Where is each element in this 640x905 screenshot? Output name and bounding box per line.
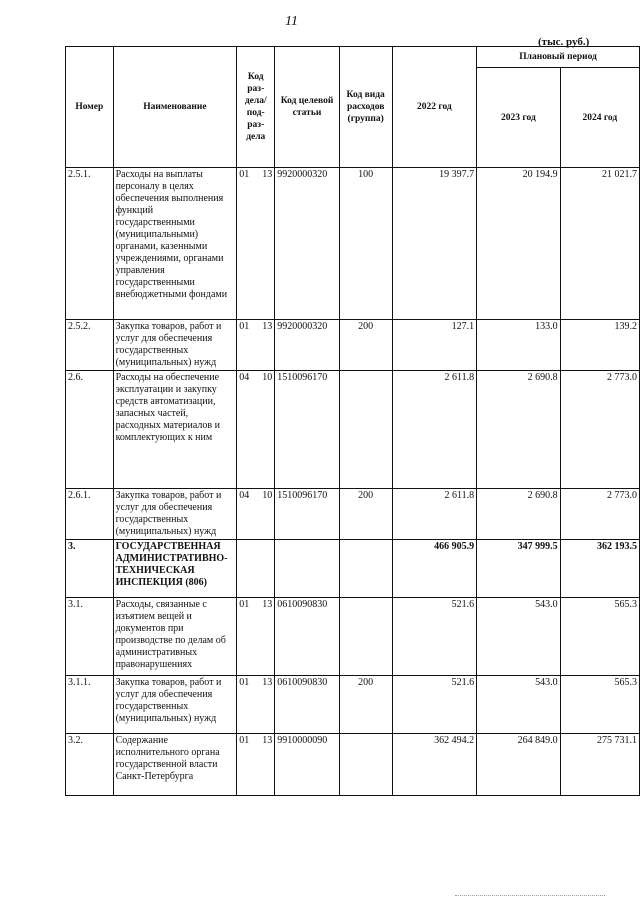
row-section (237, 489, 275, 540)
row-2024: 139.2 (560, 320, 639, 371)
row-name: ГОСУДАРСТВЕННАЯ АДМИНИСТРАТИВНО-ТЕХНИЧЕСКАЯ ИНСПЕКЦИЯ (806) (113, 540, 237, 598)
row-2022: 2 611.8 (392, 371, 477, 489)
row-2023: 2 690.8 (477, 371, 561, 489)
header-number: Номер (66, 47, 114, 168)
table-row (66, 734, 640, 796)
row-section-code: 01 (239, 735, 250, 746)
table-row (66, 540, 640, 598)
header-expense-type: Код вида расходов (группа) (339, 47, 392, 168)
row-section-code: 04 (239, 490, 250, 501)
row-subsection-code: 13 (262, 321, 273, 332)
row-section (237, 734, 275, 796)
row-expense-type (339, 371, 392, 489)
row-target: 1510096170 (275, 371, 339, 489)
row-name: Расходы на обеспечение эксплуатации и закупку средств автоматизации, запасных частей, расходных материалов и комплектующих к ним (113, 371, 237, 489)
header-2022: 2022 год (392, 47, 477, 168)
header-2024: 2024 год (560, 68, 639, 168)
row-2023: 543.0 (477, 598, 561, 676)
row-subsection-code: 13 (262, 677, 273, 688)
row-number: 2.5.2. (66, 320, 114, 371)
row-target: 0610090830 (275, 676, 339, 734)
row-section (237, 540, 275, 598)
row-number: 3. (66, 540, 114, 598)
row-target: 9920000320 (275, 168, 339, 320)
unit-note: (тыс. руб.) (538, 36, 590, 48)
row-2023: 133.0 (477, 320, 561, 371)
row-number: 2.6.1. (66, 489, 114, 540)
row-2024: 2 773.0 (560, 371, 639, 489)
row-2023: 264 849.0 (477, 734, 561, 796)
table-row (66, 598, 640, 676)
row-2024: 362 193.5 (560, 540, 639, 598)
row-subsection-code: 13 (262, 599, 273, 610)
row-2024: 275 731.1 (560, 734, 639, 796)
row-section-code: 01 (239, 599, 250, 610)
row-subsection-code: 10 (262, 490, 273, 501)
row-2022: 521.6 (392, 676, 477, 734)
row-section (237, 676, 275, 734)
row-number: 2.6. (66, 371, 114, 489)
row-name: Содержание исполнительного органа государственной власти Санкт-Петербурга (113, 734, 237, 796)
row-2022: 2 611.8 (392, 489, 477, 540)
row-2023: 543.0 (477, 676, 561, 734)
row-section (237, 168, 275, 320)
row-number: 3.1.1. (66, 676, 114, 734)
row-subsection-code: 10 (262, 372, 273, 383)
row-2022: 521.6 (392, 598, 477, 676)
table-row (66, 371, 640, 489)
row-name: Расходы, связанные с изъятием вещей и документов при производстве по делам об административных правонарушениях (113, 598, 237, 676)
row-2023: 2 690.8 (477, 489, 561, 540)
row-name: Закупка товаров, работ и услуг для обеспечения государственных (муниципальных) нужд (113, 676, 237, 734)
row-2022: 19 397.7 (392, 168, 477, 320)
row-target (275, 540, 339, 598)
row-2024: 2 773.0 (560, 489, 639, 540)
page-edge-marks (455, 895, 605, 898)
row-name: Расходы на выплаты персоналу в целях обеспечения выполнения функций государственными (муниципальными) органами, казенными учреждениями, органами управления государственными внебюджетными фондами (113, 168, 237, 320)
header-row (66, 47, 640, 68)
header-target: Код целевой статьи (275, 47, 339, 168)
row-target: 9920000320 (275, 320, 339, 371)
row-number: 3.1. (66, 598, 114, 676)
row-expense-type: 200 (339, 676, 392, 734)
page-number: 11 (285, 14, 298, 29)
budget-table (65, 46, 640, 796)
table-row (66, 320, 640, 371)
row-expense-type: 200 (339, 489, 392, 540)
row-expense-type: 200 (339, 320, 392, 371)
row-section (237, 371, 275, 489)
row-section (237, 598, 275, 676)
row-target: 9910000090 (275, 734, 339, 796)
row-number: 3.2. (66, 734, 114, 796)
row-section-code: 04 (239, 372, 250, 383)
row-name: Закупка товаров, работ и услуг для обеспечения государственных (муниципальных) нужд (113, 320, 237, 371)
row-section-code: 01 (239, 677, 250, 688)
header-plan-period: Плановый период (477, 47, 640, 68)
table-row (66, 676, 640, 734)
row-2023: 20 194.9 (477, 168, 561, 320)
row-expense-type (339, 540, 392, 598)
row-subsection-code: 13 (262, 735, 273, 746)
row-target: 0610090830 (275, 598, 339, 676)
table-row (66, 489, 640, 540)
row-expense-type: 100 (339, 168, 392, 320)
table-row (66, 168, 640, 320)
row-section-code: 01 (239, 169, 250, 180)
row-number: 2.5.1. (66, 168, 114, 320)
header-2023: 2023 год (477, 68, 561, 168)
table-body (66, 168, 640, 796)
header-name: Наименование (113, 47, 237, 168)
row-2024: 565.3 (560, 676, 639, 734)
row-section (237, 320, 275, 371)
header-section: Код раз-дела/под-раз-дела (237, 47, 275, 168)
row-subsection-code: 13 (262, 169, 273, 180)
row-2023: 347 999.5 (477, 540, 561, 598)
row-expense-type (339, 734, 392, 796)
row-2022: 127.1 (392, 320, 477, 371)
row-2022: 466 905.9 (392, 540, 477, 598)
row-name: Закупка товаров, работ и услуг для обеспечения государственных (муниципальных) нужд (113, 489, 237, 540)
row-2022: 362 494.2 (392, 734, 477, 796)
row-expense-type (339, 598, 392, 676)
row-2024: 21 021.7 (560, 168, 639, 320)
row-2024: 565.3 (560, 598, 639, 676)
row-target: 1510096170 (275, 489, 339, 540)
row-section-code: 01 (239, 321, 250, 332)
